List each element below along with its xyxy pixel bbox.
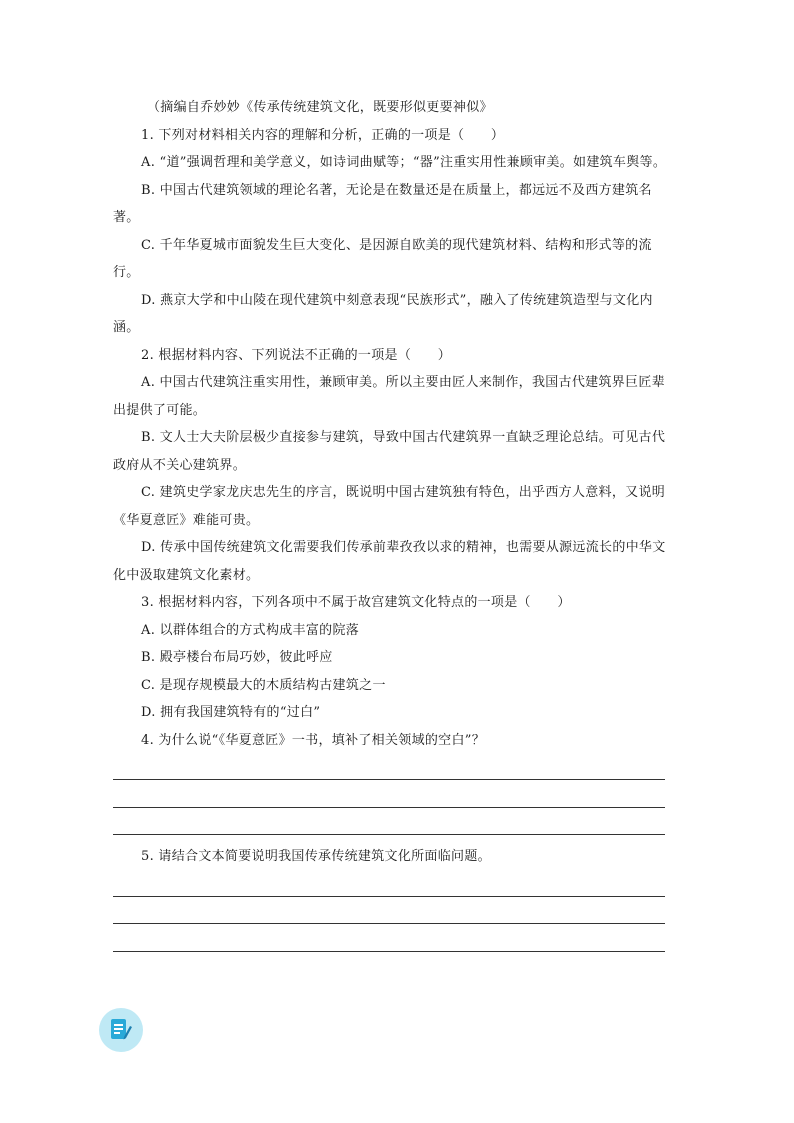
question-5-stem: 5. 请结合文本简要说明我国传承传统建筑文化所面临问题。 — [141, 849, 491, 864]
answer-line[interactable] — [113, 760, 665, 780]
question-4-answer-area[interactable] — [113, 760, 673, 835]
question-2-option-c: C. 建筑史学家龙庆忠先生的序言，既说明中国古建筑独有特色，出乎西方人意料，又说明《华夏意匠》难能可贵。 — [113, 485, 666, 528]
question-2-option-b: B. 文人士大夫阶层极少直接参与建筑，导致中国古代建筑界一直缺乏理论总结。可见古代政府从不关心建筑界。 — [113, 430, 666, 473]
answer-line[interactable] — [113, 924, 665, 952]
answer-line[interactable] — [113, 877, 665, 897]
question-3-stem: 3. 根据材料内容，下列各项中不属于故宫建筑文化特点的一项是（ ） — [141, 595, 571, 610]
answer-line[interactable] — [113, 780, 665, 808]
question-1-option-d: D. 燕京大学和中山陵在现代建筑中刻意表现“民族形式”，融入了传统建筑造型与文化内涵。 — [113, 292, 653, 335]
question-1-option-c: C. 千年华夏城市面貌发生巨大变化、是因源自欧美的现代建筑材料、结构和形式等的流行。 — [113, 237, 652, 280]
worksheet-page — [113, 94, 673, 960]
question-2-option-d: D. 传承中国传统建筑文化需要我们传承前辈孜孜以求的精神，也需要从源远流长的中华文化中汲取建筑文化素材。 — [113, 540, 666, 583]
source-citation: （摘编自乔妙妙《传承传统建筑文化，既要形似更要神似》 — [147, 100, 493, 115]
answer-line[interactable] — [113, 808, 665, 836]
question-2-stem: 2. 根据材料内容、下列说法不正确的一项是（ ） — [141, 347, 452, 363]
notebook-badge[interactable] — [99, 1008, 143, 1052]
question-3-option-a: A. 以群体组合的方式构成丰富的院落 — [141, 622, 360, 638]
question-1-option-b: B. 中国古代建筑领域的理论名著，无论是在数量还是在质量上，都远远不及西方建筑名著。 — [113, 182, 652, 225]
notebook-pencil-icon — [109, 1017, 133, 1043]
question-1-stem: 1. 下列对材料相关内容的理解和分析，正确的一项是（ ） — [141, 127, 505, 143]
question-3-option-b: B. 殿亭楼台布局巧妙，彼此呼应 — [141, 650, 333, 665]
question-3-option-c: C. 是现存规模最大的木质结构古建筑之一 — [141, 677, 386, 693]
question-3-option-d: D. 拥有我国建筑特有的“过白” — [141, 705, 321, 720]
answer-line[interactable] — [113, 897, 665, 925]
question-5-answer-area[interactable] — [113, 877, 673, 952]
question-2-option-a: A. 中国古代建筑注重实用性，兼顾审美。所以主要由匠人来制作，我国古代建筑界巨匠辈出提供了可能。 — [113, 375, 665, 418]
question-4-stem: 4. 为什么说“《华夏意匠》一书，填补了相关领域的空白”？ — [141, 732, 486, 748]
question-1-option-a: A. “道”强调哲理和美学意义，如诗词曲赋等；“器”注重实用性兼顾审美。如建筑车舆等。 — [141, 155, 667, 170]
